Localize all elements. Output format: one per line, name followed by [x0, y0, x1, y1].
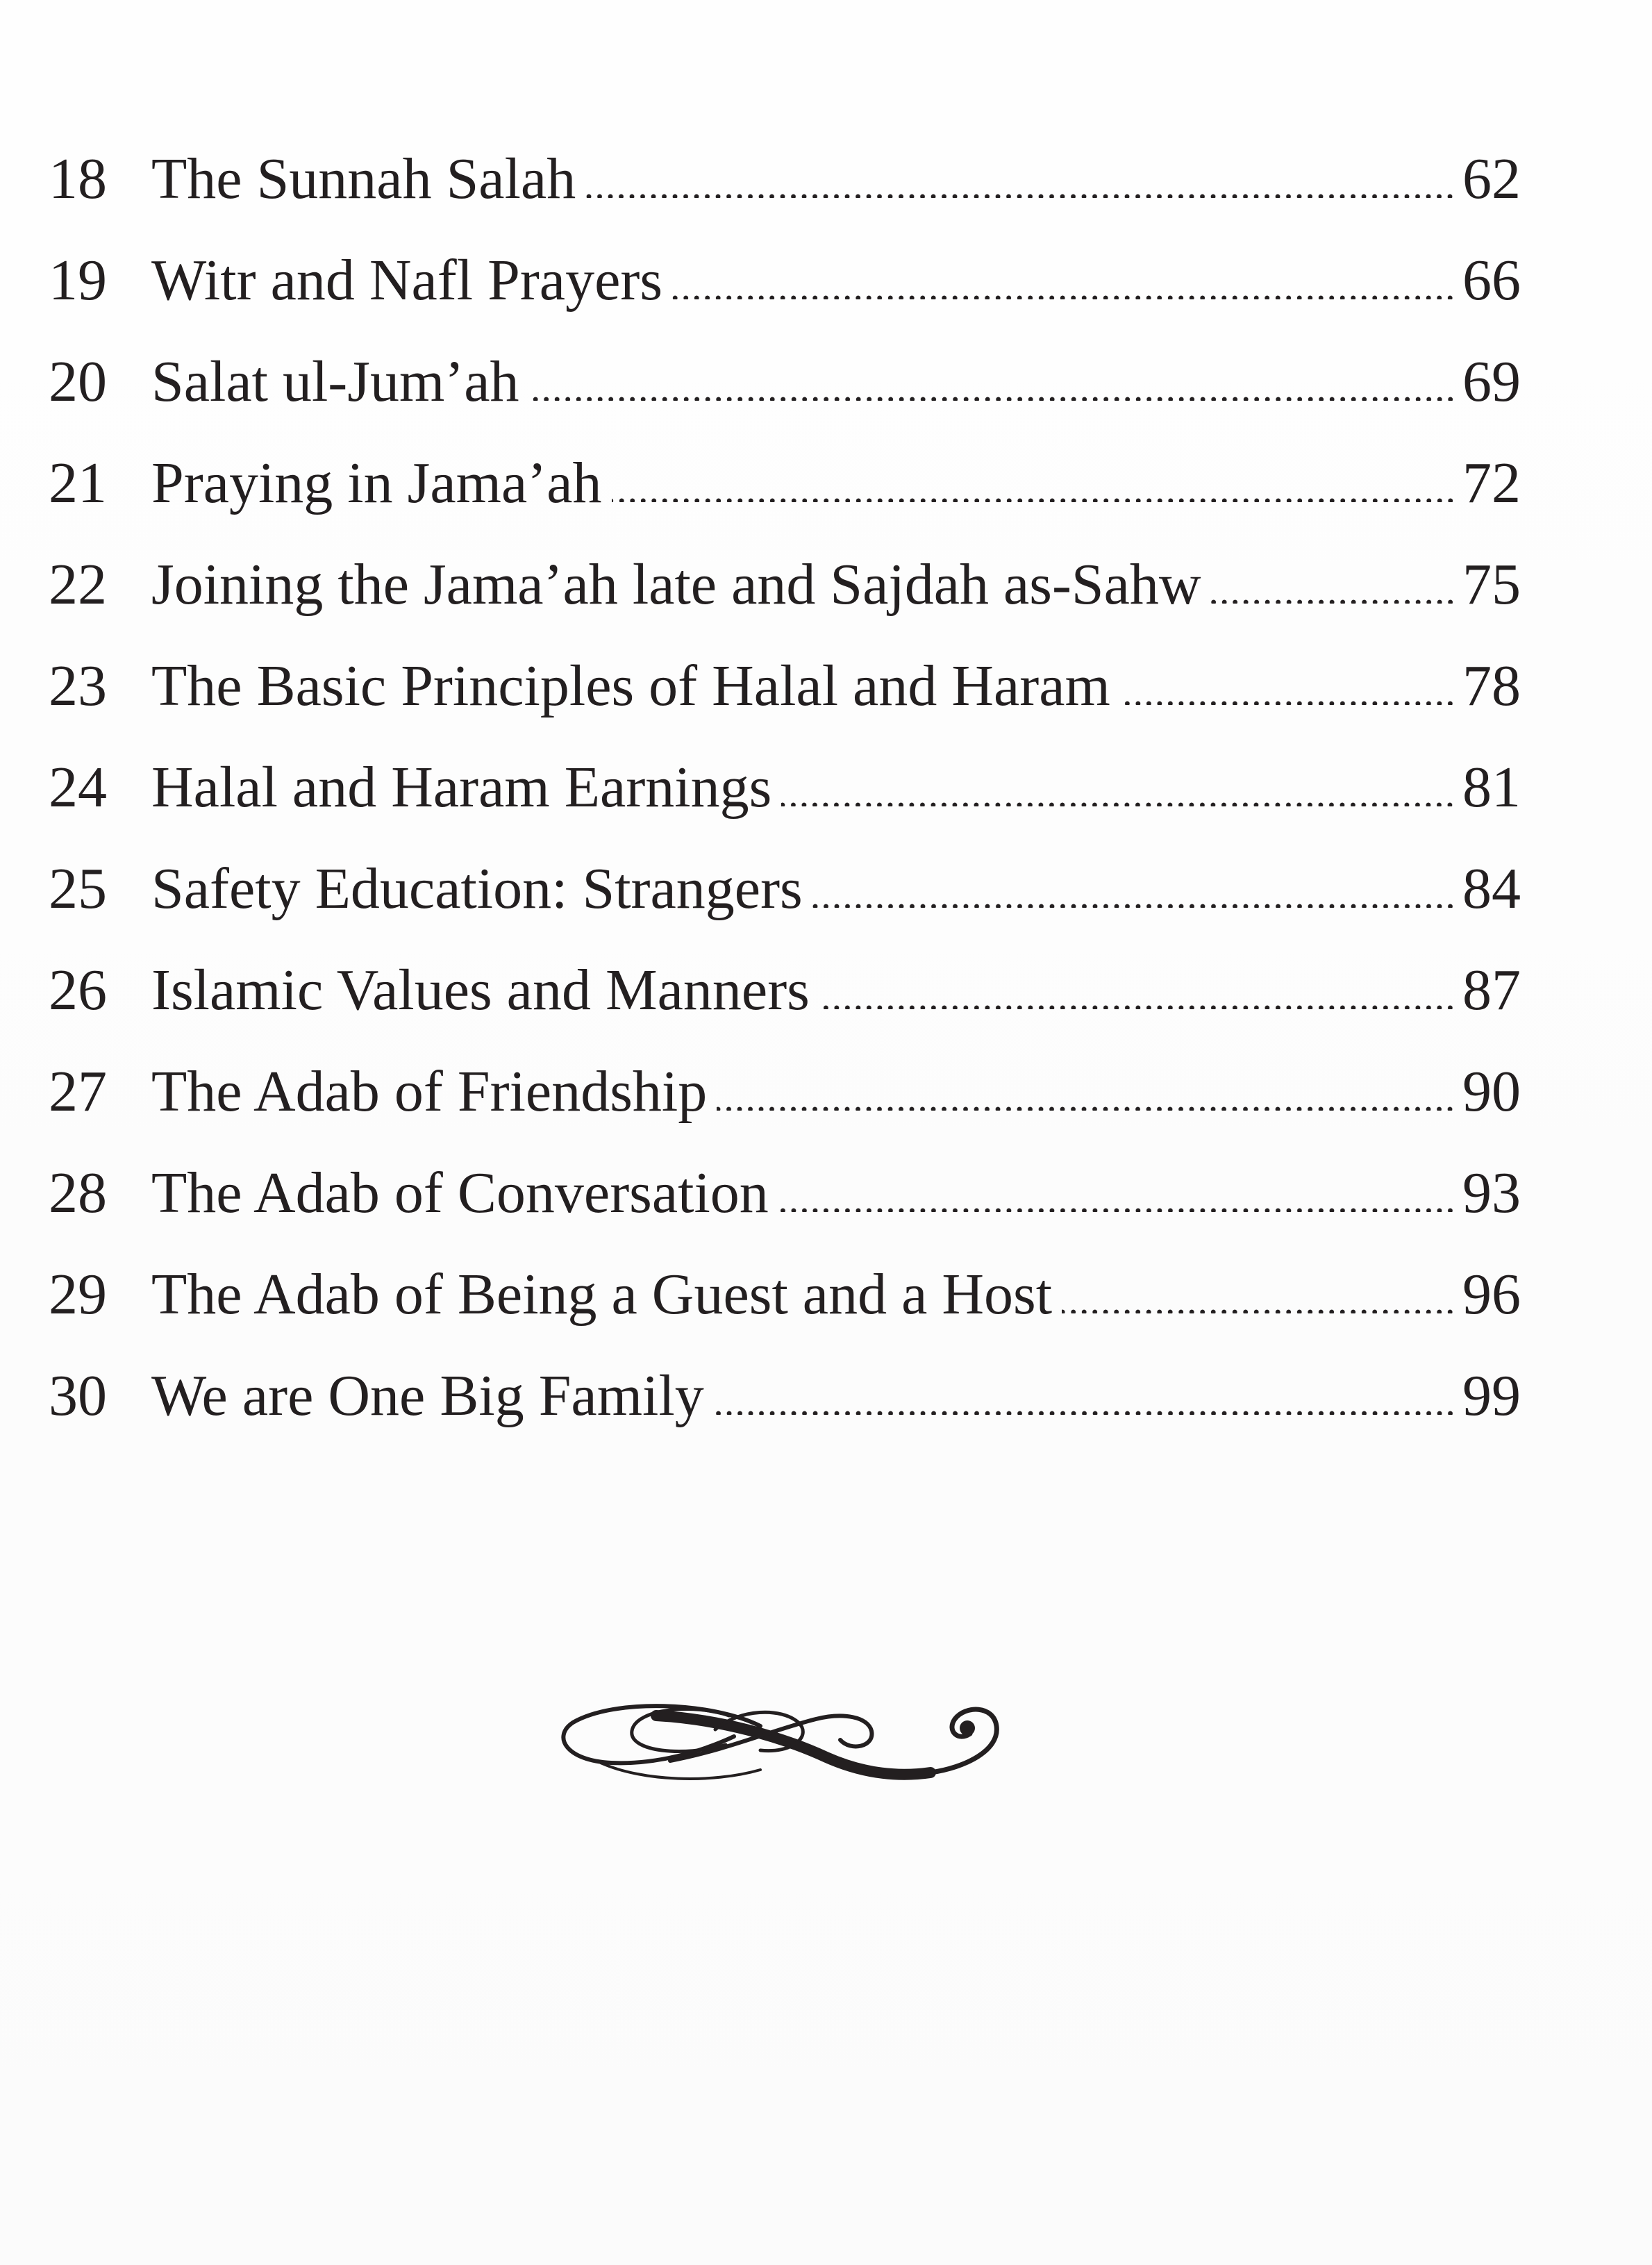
toc-entry: [49, 737, 1521, 838]
dot-leader: [781, 793, 1455, 806]
dot-leader: [819, 995, 1455, 1009]
dot-leader: [717, 1097, 1455, 1111]
dot-leader: [1062, 1300, 1455, 1313]
chapter-number: 18: [49, 147, 107, 211]
chapter-title: The Basic Principles of Halal and Haram: [151, 654, 1110, 718]
chapter-page-number: 72: [1462, 451, 1521, 515]
dot-leader: [585, 184, 1455, 198]
chapter-number: 21: [49, 451, 107, 515]
toc-entry: [49, 1041, 1521, 1143]
chapter-page-number: 93: [1462, 1161, 1521, 1225]
chapter-number: 22: [49, 552, 107, 617]
chapter-number: 23: [49, 654, 107, 718]
chapter-title: The Adab of Friendship: [151, 1059, 708, 1124]
chapter-page-number: 62: [1462, 147, 1521, 211]
chapter-title: Islamic Values and Manners: [151, 958, 810, 1022]
chapter-page-number: 87: [1462, 958, 1521, 1022]
chapter-number: 28: [49, 1161, 107, 1225]
chapter-title: Witr and Nafl Prayers: [151, 248, 663, 313]
chapter-page-number: 78: [1462, 654, 1521, 718]
chapter-title: Joining the Jama’ah late and Sajdah as-Sahw: [151, 552, 1201, 617]
dot-leader: [1120, 691, 1455, 705]
chapter-page-number: 81: [1462, 755, 1521, 820]
chapter-number: 24: [49, 755, 107, 820]
chapter-page-number: 75: [1462, 552, 1521, 617]
chapter-title: Safety Education: Strangers: [151, 856, 803, 921]
chapter-title: The Adab of Being a Guest and a Host: [151, 1262, 1053, 1327]
chapter-page-number: 90: [1462, 1059, 1521, 1124]
dot-leader: [812, 894, 1455, 908]
toc-entry: [49, 636, 1521, 737]
chapter-number: 25: [49, 856, 107, 921]
toc-entry: [49, 838, 1521, 940]
toc-entry: [49, 940, 1521, 1041]
flourish-ornament-icon: [552, 1688, 1010, 1792]
dot-leader: [612, 488, 1456, 502]
chapter-page-number: 69: [1462, 349, 1521, 414]
dot-leader: [672, 285, 1455, 299]
chapter-number: 30: [49, 1363, 107, 1428]
chapter-number: 19: [49, 248, 107, 313]
chapter-title: Praying in Jama’ah: [151, 451, 602, 515]
chapter-number: 27: [49, 1059, 107, 1124]
chapter-title: The Adab of Conversation: [151, 1161, 769, 1225]
toc-entry: [49, 331, 1521, 433]
toc-entry: [49, 1345, 1521, 1447]
dot-leader: [529, 387, 1455, 401]
chapter-number: 26: [49, 958, 107, 1022]
toc-entry: [49, 1143, 1521, 1244]
chapter-number: 29: [49, 1262, 107, 1327]
toc-entry: [49, 433, 1521, 534]
chapter-page-number: 84: [1462, 856, 1521, 921]
chapter-page-number: 99: [1462, 1363, 1521, 1428]
toc-entry: [49, 534, 1521, 636]
chapter-title: The Sunnah Salah: [151, 147, 576, 211]
toc-entry: [49, 230, 1521, 331]
dot-leader: [714, 1401, 1455, 1415]
chapter-page-number: 66: [1462, 248, 1521, 313]
toc-entry: [49, 1244, 1521, 1345]
table-of-contents: [49, 128, 1521, 1447]
toc-entry: [49, 128, 1521, 230]
dot-leader: [1211, 590, 1455, 604]
chapter-title: Halal and Haram Earnings: [151, 755, 772, 820]
chapter-page-number: 96: [1462, 1262, 1521, 1327]
dot-leader: [778, 1198, 1455, 1212]
chapter-number: 20: [49, 349, 107, 414]
chapter-title: Salat ul-Jum’ah: [151, 349, 519, 414]
chapter-title: We are One Big Family: [151, 1363, 704, 1428]
